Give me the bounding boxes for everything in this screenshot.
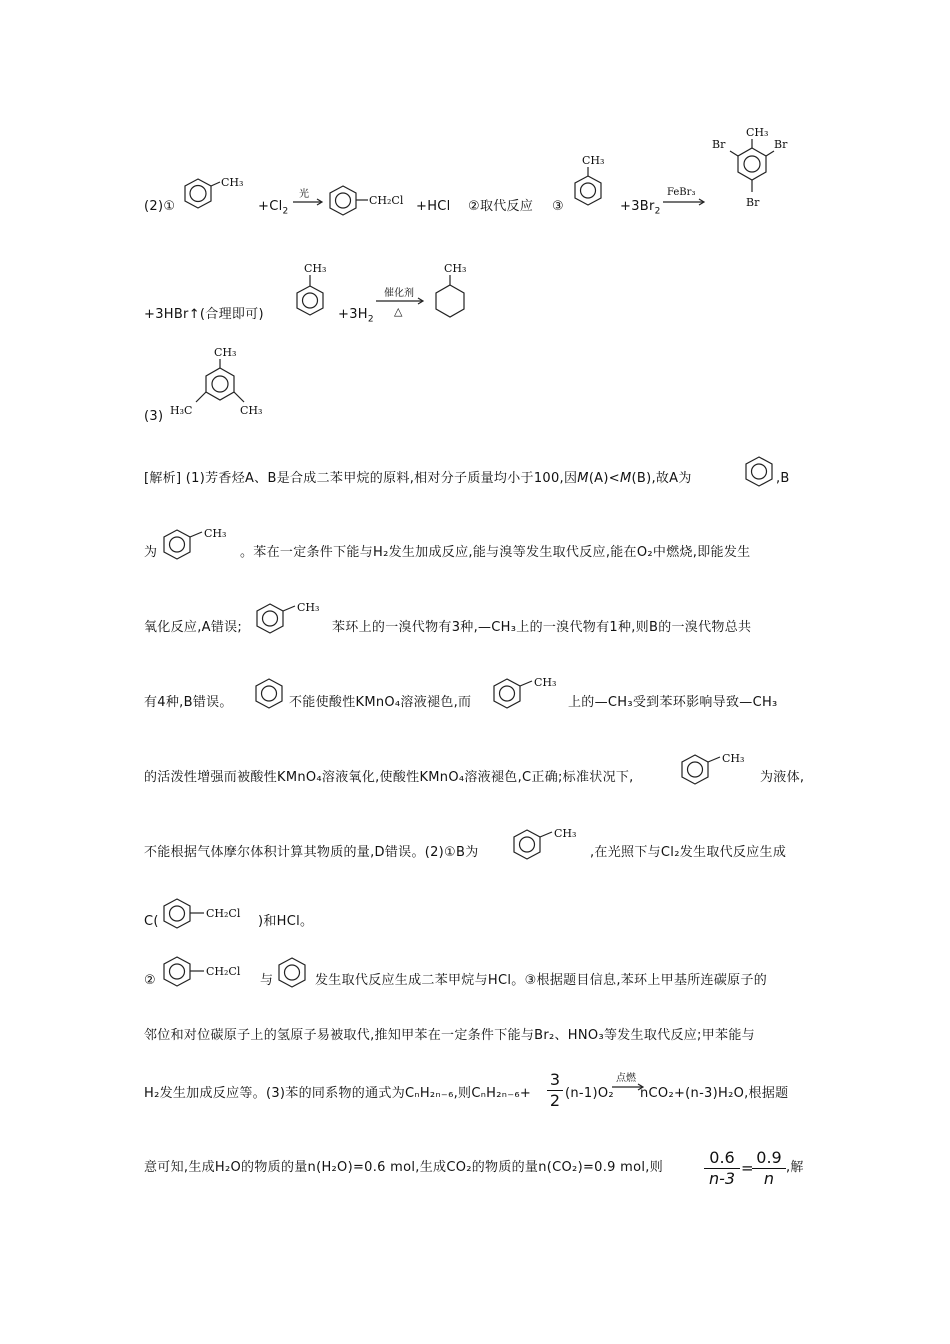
analysis-line-6-end: ,在光照下与Cl₂发生取代反应生成 <box>590 845 787 860</box>
toluene-structure <box>255 601 335 637</box>
br-label: Br <box>746 196 760 209</box>
analysis-line-4-mid: 不能使酸性KMnO₄溶液褪色,而 <box>289 695 472 710</box>
equals-sign: = <box>741 1159 754 1177</box>
plus-hcl: +HCl <box>416 199 451 214</box>
ch3-label: CH₃ <box>214 346 237 359</box>
toluene-structure <box>512 827 592 863</box>
benzyl-chloride-structure <box>162 897 258 931</box>
analysis-line-5: 的活泼性增强而被酸性KMnO₄溶液氧化,使酸性KMnO₄溶液褪色,C正确;标准状况下, <box>144 770 634 785</box>
ch3-label: CH₃ <box>582 154 605 167</box>
analysis-line-3: 苯环上的一溴代物有3种,—CH₃上的一溴代物有1种,则B的一溴代物总共 <box>332 620 752 635</box>
ch3-label: CH₃ <box>722 752 745 765</box>
toluene-structure <box>182 176 252 216</box>
light-condition: 光 <box>299 189 309 200</box>
item-3-label: ③ <box>552 199 564 214</box>
catalyst-condition: 催化剂 <box>384 288 414 299</box>
toluene-vertical-structure <box>294 260 338 324</box>
febr3-condition: FeBr₃ <box>667 187 696 198</box>
ch3-label: CH₃ <box>304 262 327 275</box>
fraction-0.6: $\frac{0.6}{n-3}$ <box>704 1148 740 1189</box>
benzene-structure <box>278 956 308 992</box>
fraction-0.9: $\frac{0.9}{n}$ <box>752 1148 786 1189</box>
plus-h2: $+3H_2$ <box>338 307 374 325</box>
analysis-line-10: H₂发生加成反应等。(3)苯的同系物的通式为CₙH₂ₙ₋₆,则CₙH₂ₙ₋₆+ <box>144 1086 532 1101</box>
ch2cl-label: CH₂Cl <box>206 965 241 978</box>
ch2cl-label: CH₂Cl <box>369 194 404 207</box>
analysis-line-6: 不能根据气体摩尔体积计算其物质的量,D错误。(2)①B为 <box>144 845 479 860</box>
analysis-line-8-start: ② <box>144 973 156 988</box>
h3c-label: H₃C <box>170 404 193 417</box>
plus-br2: $+3Br_2$ <box>620 199 661 217</box>
analysis-line-8-and: 与 <box>260 973 274 988</box>
toluene-structure <box>492 676 572 712</box>
light-arrow <box>293 188 327 208</box>
febr3-arrow <box>663 186 709 208</box>
ch3-label: CH₃ <box>204 527 227 540</box>
benzene-structure <box>255 677 285 713</box>
plus-cl2: $+Cl_2$ <box>258 199 289 217</box>
ch3-label: CH₃ <box>746 126 769 139</box>
analysis-line-7-start: C( <box>144 914 159 929</box>
analysis-line-10-end: nCO₂+(n-3)H₂O,根据题 <box>640 1086 789 1101</box>
ch3-label: CH₃ <box>221 176 244 189</box>
catalyst-arrow <box>376 286 428 324</box>
analysis-line-2-start: 为 <box>144 545 158 560</box>
analysis-line-3-start: 氧化反应,A错误; <box>144 620 243 635</box>
toluene-structure <box>680 752 760 788</box>
ch3-label: CH₃ <box>297 601 320 614</box>
analysis-line-2: 。苯在一定条件下能与H₂发生加成反应,能与溴等发生取代反应,能在O₂中燃烧,即能发生 <box>240 545 751 560</box>
ch3-label: CH₃ <box>534 676 557 689</box>
br-label: Br <box>712 138 726 151</box>
ch3-label: CH₃ <box>240 404 263 417</box>
toluene-vertical-structure <box>570 152 614 214</box>
analysis-line-8: 发生取代反应生成二苯甲烷与HCl。③根据题目信息,苯环上甲基所连碳原子的 <box>315 973 768 988</box>
benzyl-chloride-structure <box>162 955 258 989</box>
analysis-line-1: [解析] (1)芳香烃A、B是合成二苯甲烷的原料,相对分子质量均小于100,因M(A)<M(B),故A为 <box>144 471 692 486</box>
analysis-line-10-o2: (n-1)O₂ <box>565 1086 614 1101</box>
plus-hbr: +3HBr↑(合理即可) <box>144 307 264 322</box>
answer-3-label: (3) <box>144 409 164 424</box>
analysis-line-11-end: ,解 <box>786 1160 804 1175</box>
analysis-line-1-end: ,B <box>776 471 790 486</box>
ch3-label: CH₃ <box>554 827 577 840</box>
heat-condition: △ <box>394 305 403 318</box>
mesitylene-structure <box>166 342 276 422</box>
fraction-3-2: $\frac{3}{2}$ <box>547 1070 563 1111</box>
analysis-line-9: 邻位和对位碳原子上的氢原子易被取代,推知甲苯在一定条件下能与Br₂、HNO₃等发生取代反应;甲苯能与 <box>144 1028 755 1043</box>
br-label: Br <box>774 138 788 151</box>
analysis-line-7-end: )和HCl。 <box>258 914 314 929</box>
benzene-structure <box>745 455 775 491</box>
benzyl-chloride-structure <box>328 184 418 220</box>
analysis-line-11: 意可知,生成H₂O的物质的量n(H₂O)=0.6 mol,生成CO₂的物质的量n(CO₂)=0.9 mol,则 <box>144 1160 663 1175</box>
ch3-label: CH₃ <box>444 262 467 275</box>
substitution-reaction: ②取代反应 <box>468 199 534 214</box>
methylcyclohexane-structure <box>432 258 476 324</box>
analysis-line-4-start: 有4种,B错误。 <box>144 695 233 710</box>
burn-condition: 点燃 <box>616 1073 636 1084</box>
toluene-structure <box>162 527 242 563</box>
tribromotoluene-structure <box>708 122 798 214</box>
answer-2-label: (2)① <box>144 199 176 214</box>
ch2cl-label: CH₂Cl <box>206 907 241 920</box>
analysis-line-4-end: 上的—CH₃受到苯环影响导致—CH₃ <box>568 695 778 710</box>
analysis-line-5-end: 为液体, <box>760 770 805 785</box>
